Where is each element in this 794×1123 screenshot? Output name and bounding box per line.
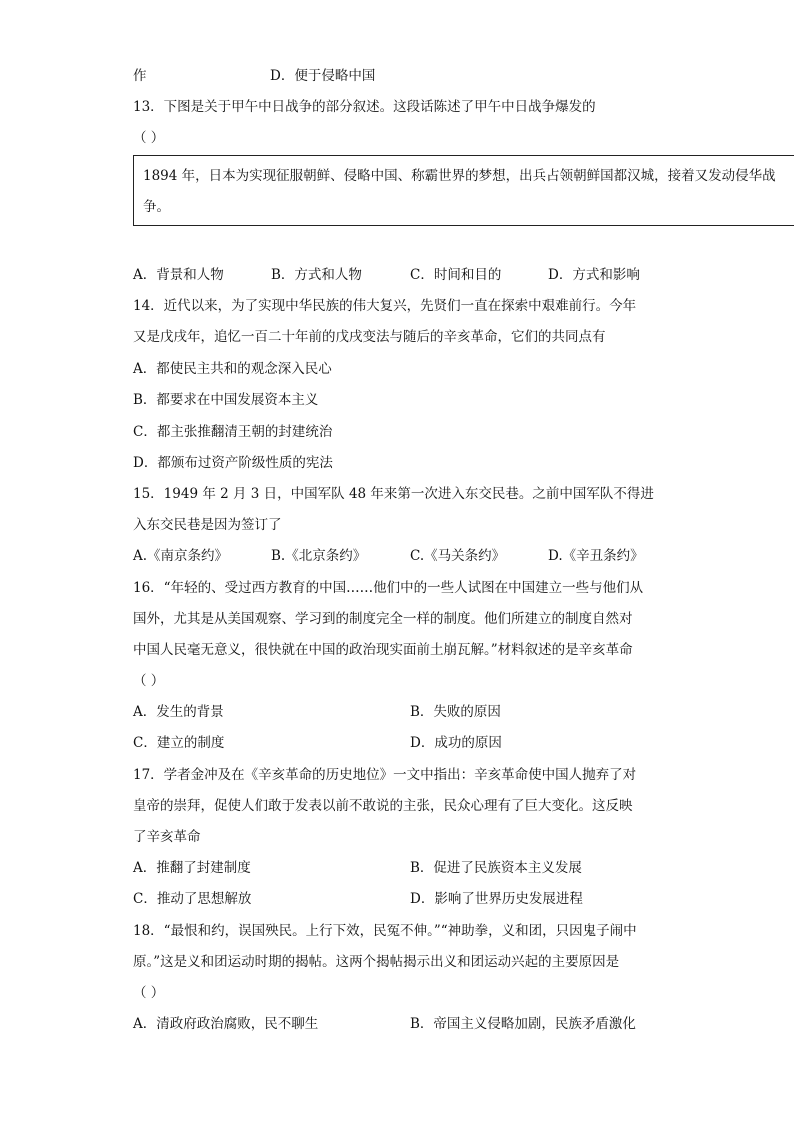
q17-option-b: B．促进了民族资本主义发展 (410, 860, 582, 876)
q14-option-a: A．都使民主共和的观念深入民心 (133, 361, 332, 377)
q18-stem-line2: 原。”这是义和团运动时期的揭帖。这两个揭帖揭示出义和团运动兴起的主要原因是 (133, 954, 620, 970)
q14-stem-line2: 又是戊戌年，追忆一百二十年前的戊戌变法与随后的辛亥革命，它们的共同点有 (133, 329, 606, 345)
q13-option-d: D．方式和影响 (548, 267, 640, 283)
q14-option-c: C．都主张推翻清王朝的封建统治 (133, 424, 333, 440)
q15-option-c: C.《马关条约》 (410, 548, 506, 564)
q18-option-a: A．清政府政治腐败，民不聊生 (133, 1016, 319, 1032)
q15-stem-line2: 入东交民巷是因为签订了 (133, 517, 282, 533)
q17-stem-line3: 了辛亥革命 (133, 829, 201, 845)
q16-answer-paren: （ ） (133, 673, 165, 689)
q17-stem-line1: 17．学者金冲及在《辛亥革命的历史地位》一文中指出：辛亥革命使中国人抛弃了对 (133, 767, 637, 783)
q15-option-b: B.《北京条约》 (271, 548, 367, 564)
q16-option-a: A．发生的背景 (133, 704, 224, 720)
q12-option-d: D．便于侵略中国 (270, 68, 376, 84)
q17-option-c: C．推动了思想解放 (133, 891, 252, 907)
q13-answer-paren: （ ） (133, 130, 165, 146)
q16-stem-line3: 中国人民毫无意义，很快就在中国的政治现实面前土崩瓦解。”材料叙述的是辛亥革命 (133, 642, 633, 658)
q18-option-b: B．帝国主义侵略加剧，民族矛盾激化 (410, 1016, 636, 1032)
q15-stem-line1: 15．1949 年 2 月 3 日，中国军队 48 年来第一次进入东交民巷。之前中国军队不得进 (133, 486, 654, 502)
q16-option-d: D．成功的原因 (410, 735, 502, 751)
q15-option-a: A.《南京条约》 (133, 548, 229, 564)
q14-stem-line1: 14．近代以来，为了实现中华民族的伟大复兴，先贤们一直在探索中艰难前行。今年 (133, 298, 637, 314)
q17-stem-line2: 皇帝的崇拜，促使人们敢于发表以前不敢说的主张，民众心理有了巨大变化。这反映 (133, 798, 633, 814)
q14-option-d: D．都颁布过资产阶级性质的宪法 (133, 455, 333, 471)
q13-quote-line2: 争。 (143, 199, 170, 215)
q13-quote-box (133, 155, 794, 226)
q18-answer-paren: （ ） (133, 985, 165, 1001)
q13-option-b: B．方式和人物 (271, 267, 362, 283)
q16-option-c: C．建立的制度 (133, 735, 225, 751)
q18-stem-line1: 18．“最恨和约，误国殃民。上行下效，民冤不伸。”“神助拳，义和团，只因鬼子闹中 (133, 923, 637, 939)
q17-option-d: D．影响了世界历史发展进程 (410, 891, 583, 907)
q16-option-b: B．失败的原因 (410, 704, 501, 720)
q12-tail-left: 作 (133, 68, 147, 84)
q16-stem-line1: 16．“年轻的、受过西方教育的中国……他们中的一些人试图在中国建立一些与他们从 (133, 580, 644, 596)
q16-stem-line2: 国外，尤其是从美国观察、学习到的制度完全一样的制度。他们所建立的制度自然对 (133, 611, 633, 627)
q15-option-d: D.《辛丑条约》 (548, 548, 644, 564)
q13-quote-line1: 1894 年，日本为实现征服朝鲜、侵略中国、称霸世界的梦想，出兵占领朝鲜国都汉城，接着又发动侵华战 (143, 168, 776, 184)
q13-option-a: A．背景和人物 (133, 267, 224, 283)
q17-option-a: A．推翻了封建制度 (133, 860, 251, 876)
q14-option-b: B．都要求在中国发展资本主义 (133, 392, 319, 408)
q13-stem: 13．下图是关于甲午中日战争的部分叙述。这段话陈述了甲午中日战争爆发的 (133, 99, 596, 115)
q13-option-c: C．时间和目的 (410, 267, 502, 283)
